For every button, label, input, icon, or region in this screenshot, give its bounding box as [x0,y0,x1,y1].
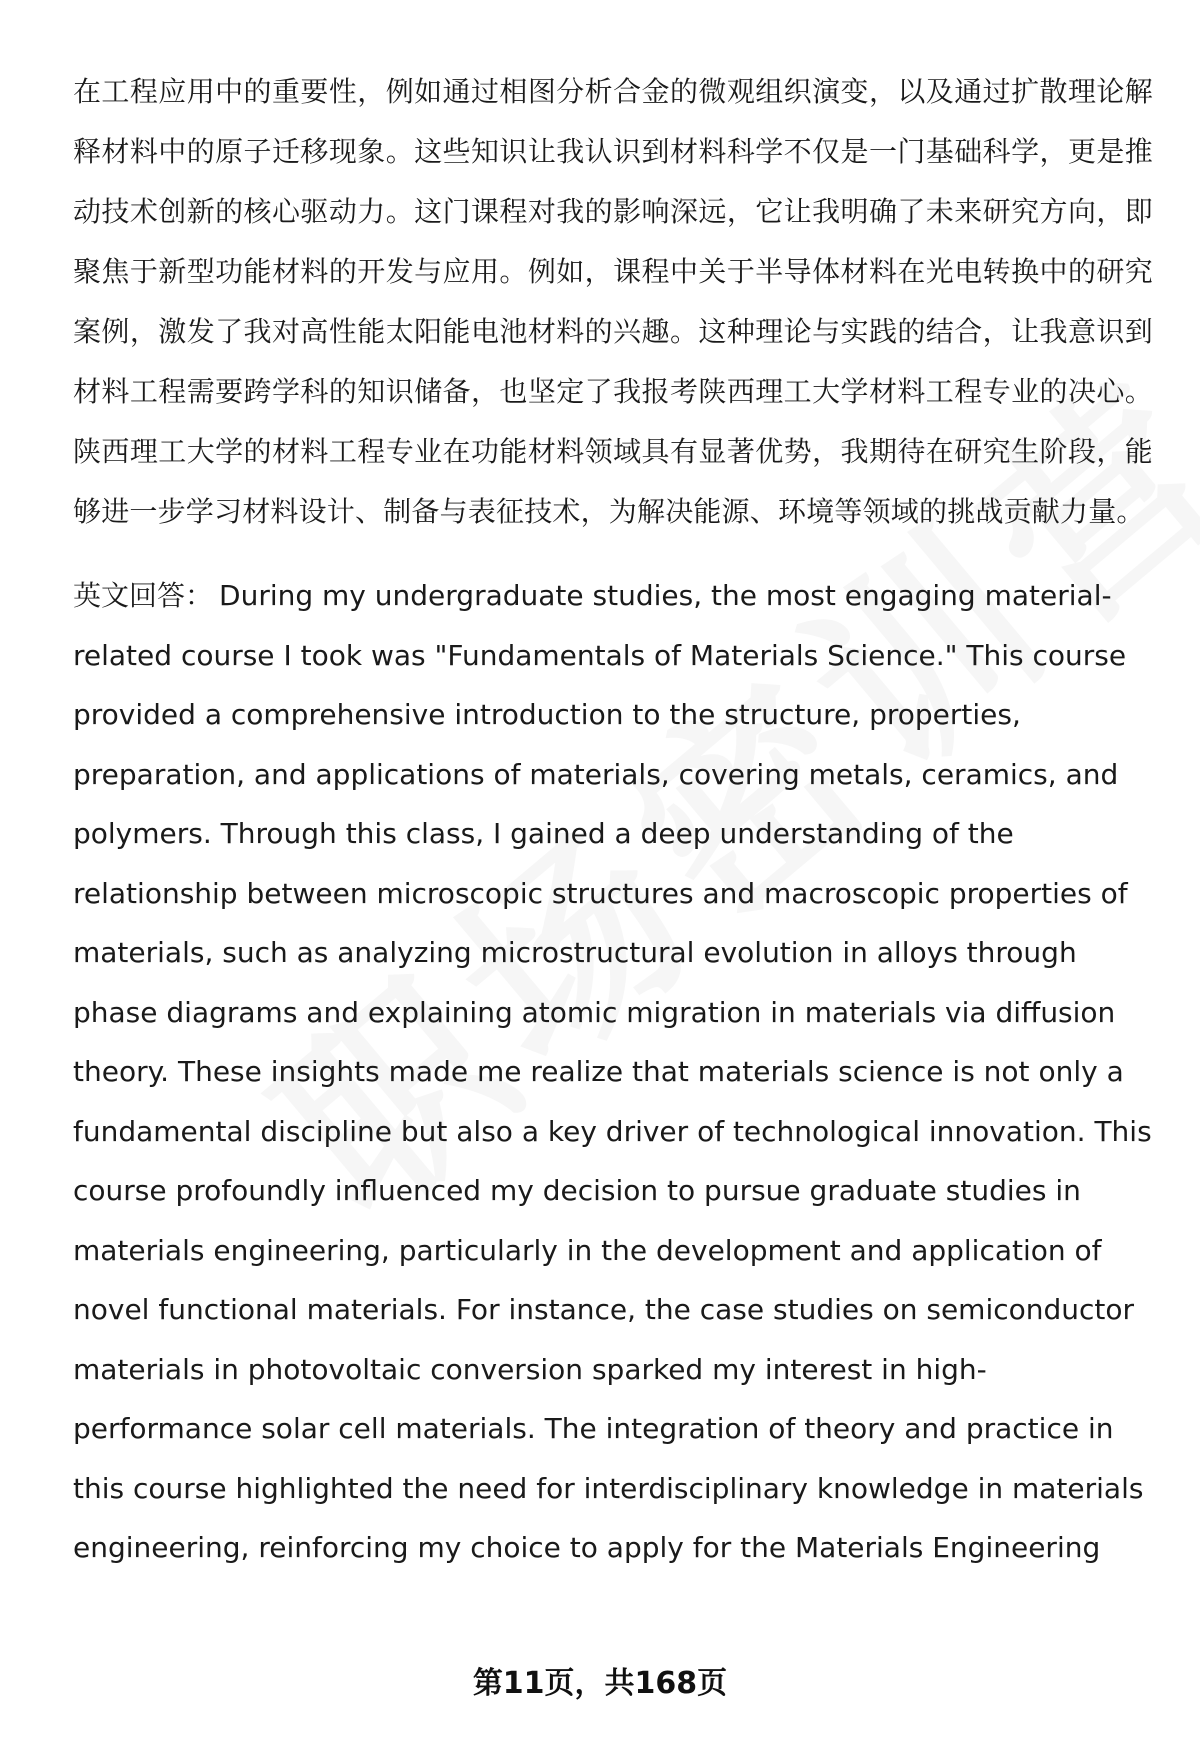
english-answer-text: During my undergraduate studies, the most engaging material-related course I took was "Fundamentals of Materials Science." This course provided a comprehensive introduction to the structure, properties, preparation, and applications of materials, covering metals, ceramics, and polymers. Through this class, I gained a deep understanding of the relationship between microscopic structures and macroscopic properties of materials, such as analyzing microstructural evolution in alloys through phase diagrams and explaining atomic migration in materials via diffusion theory. These insights made me realize that materials science is not only a fundamental discipline but also a key driver of technological innovation. This course profoundly influenced my decision to pursue graduate studies in materials engineering, particularly in the development and application of novel functional materials. For instance, the case studies on semiconductor materials in photovoltaic conversion sparked my interest in high-performance solar cell materials. The integration of theory and practice in this course highlighted the need for interdisciplinary knowledge in materials engineering, reinforcing my choice to apply for the Materials Engineering [73,579,1152,1564]
page-number: 第11页，共168页 [472,1666,728,1701]
english-answer-paragraph [73,566,1153,1578]
english-answer-label: 英文回答： [73,579,214,612]
chinese-answer-paragraph: 在工程应用中的重要性，例如通过相图分析合金的微观组织演变，以及通过扩散理论解释材料中的原子迁移现象。这些知识让我认识到材料科学不仅是一门基础科学，更是推动技术创新的核心驱动力。这门课程对我的影响深远，它让我明确了未来研究方向，即聚焦于新型功能材料的开发与应用。例如，课程中关于半导体材料在光电转换中的研究案例，激发了我对高性能太阳能电池材料的兴趣。这种理论与实践的结合，让我意识到材料工程需要跨学科的知识储备，也坚定了我报考陕西理工大学材料工程专业的决心。陕西理工大学的材料工程专业在功能材料领域具有显著优势，我期待在研究生阶段，能够进一步学习材料设计、制备与表征技术，为解决能源、环境等领域的挑战贡献力量。 [73,75,1153,528]
document-body [73,62,1153,1578]
